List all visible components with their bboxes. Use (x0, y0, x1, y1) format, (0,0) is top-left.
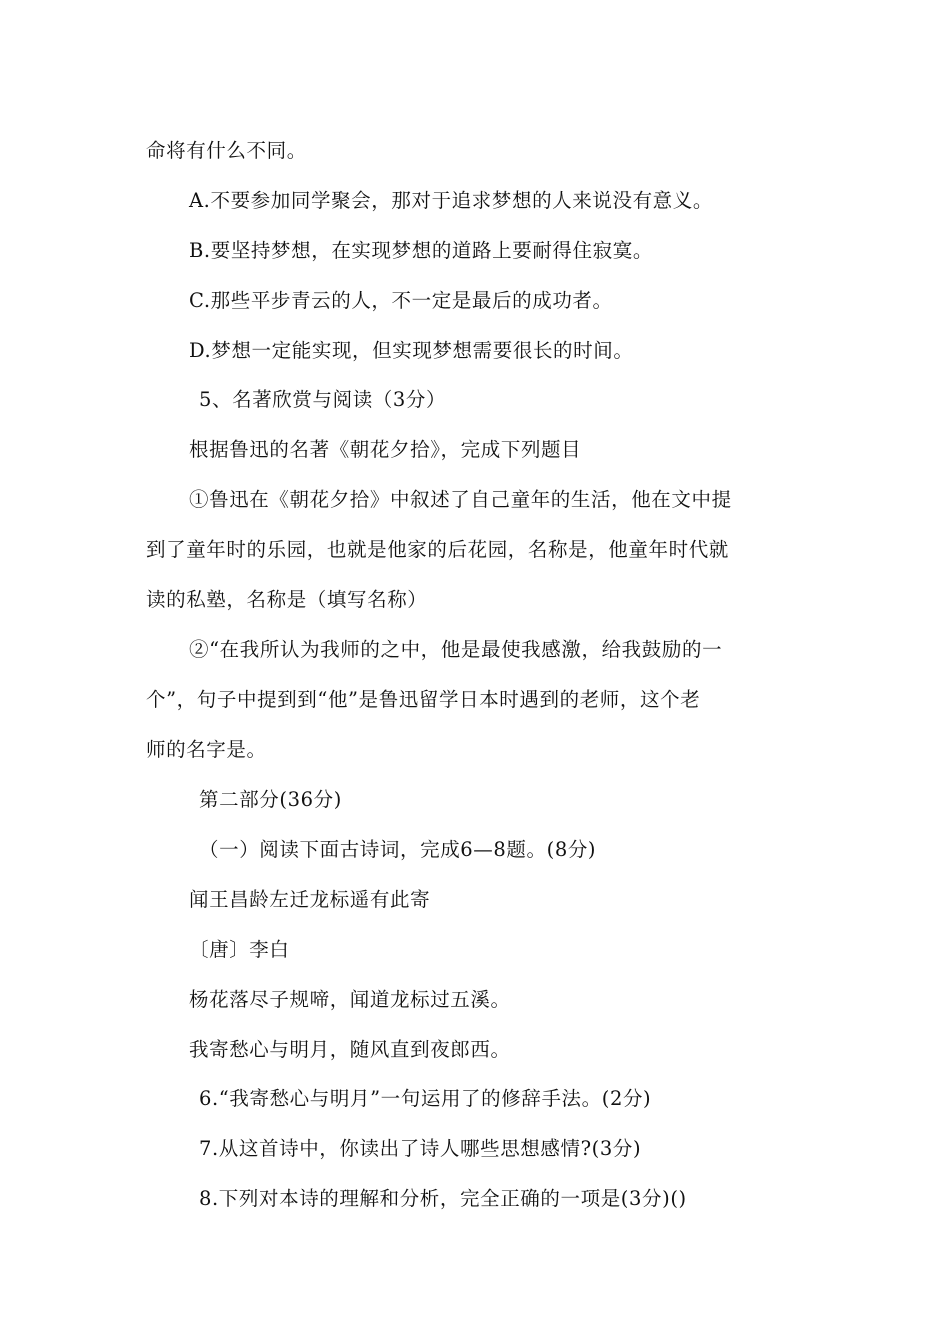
option-c: C.那些平步青云的人，不一定是最后的成功者。 (189, 289, 613, 312)
question-5-item-1-cont: 到了童年时的乐园，也就是他家的后花园，名称是，他童年时代就 (146, 538, 729, 561)
question-6: 6.“我寄愁心与明月”一句运用了的修辞手法。(2分) (199, 1087, 652, 1110)
part-two-heading: 第二部分(36分) (199, 788, 342, 811)
question-7: 7.从这首诗中，你读出了诗人哪些思想感情?(3分) (199, 1137, 642, 1160)
poem-author: 〔唐〕李白 (189, 938, 290, 961)
option-d: D.梦想一定能实现，但实现梦想需要很长的时间。 (189, 339, 634, 362)
poem-title: 闻王昌龄左迁龙标遥有此寄 (189, 888, 431, 911)
question-5-item-1-cont: 读的私塾，名称是（填写名称） (146, 588, 428, 611)
poem-line-1: 杨花落尽子规啼，闻道龙标过五溪。 (189, 988, 511, 1011)
question-8: 8.下列对本诗的理解和分析，完全正确的一项是(3分)() (199, 1187, 687, 1210)
question-5-item-1: ①鲁迅在《朝花夕拾》中叙述了自己童年的生活，他在文中提 (189, 488, 732, 511)
question-5-item-2-cont: 个”，句子中提到到“他”是鲁迅留学日本时遇到的老师，这个老 (146, 688, 701, 711)
question-5-heading: 5、名著欣赏与阅读（3分） (199, 388, 447, 411)
poem-line-2: 我寄愁心与明月，随风直到夜郎西。 (189, 1038, 511, 1061)
option-a: A.不要参加同学聚会，那对于追求梦想的人来说没有意义。 (189, 189, 713, 212)
text-line-continuation: 命将有什么不同。 (146, 139, 307, 162)
question-5-item-2-cont: 师的名字是。 (146, 738, 267, 761)
question-5-intro: 根据鲁迅的名著《朝花夕拾》，完成下列题目 (189, 438, 582, 461)
option-b: B.要坚持梦想，在实现梦想的道路上要耐得住寂寞。 (189, 239, 653, 262)
question-5-item-2: ②“在我所认为我师的之中，他是最使我感激，给我鼓励的一 (189, 638, 723, 661)
section-one-heading: （一）阅读下面古诗词，完成6—8题。(8分) (199, 838, 597, 861)
